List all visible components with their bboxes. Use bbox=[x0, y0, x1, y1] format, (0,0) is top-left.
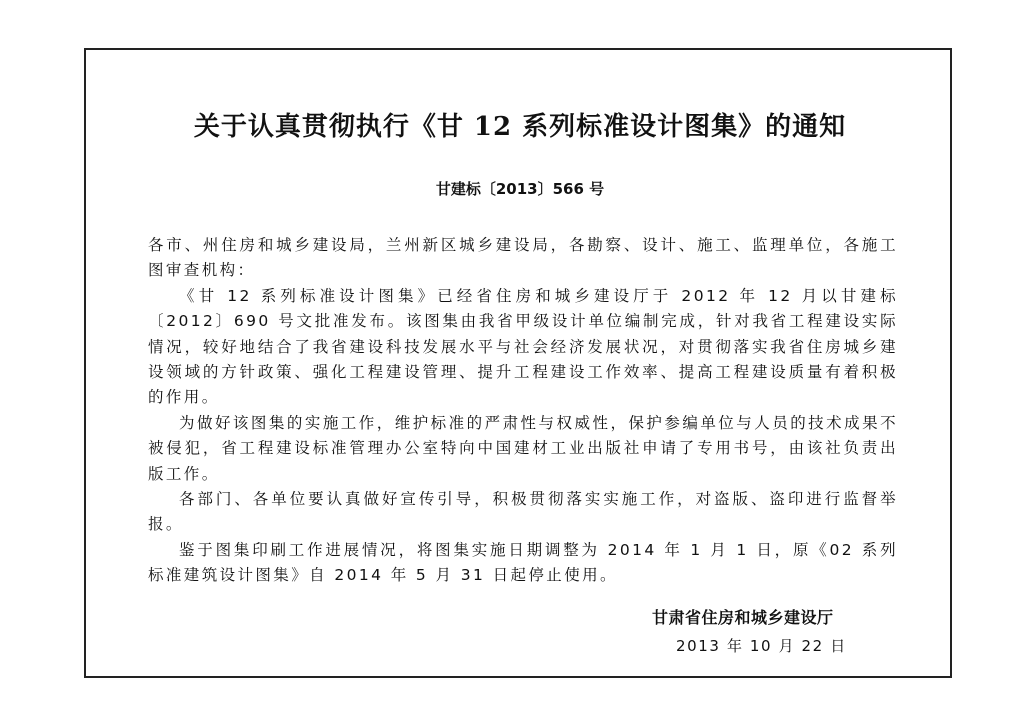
salutation: 各市、州住房和城乡建设局，兰州新区城乡建设局，各勘察、设计、施工、监理单位，各施工图审查机构： bbox=[148, 236, 898, 280]
document-number: 甘建标〔2013〕566 号 bbox=[435, 180, 605, 198]
paragraph: 各部门、各单位要认真做好宣传引导，积极贯彻落实实施工作，对盗版、盗印进行监督举报。 bbox=[148, 490, 898, 534]
document-title: 关于认真贯彻执行《甘 12 系列标准设计图集》的通知 bbox=[193, 112, 847, 142]
issuer-name: 甘肃省住房和城乡建设厅 bbox=[652, 608, 834, 627]
paragraph: 《甘 12 系列标准设计图集》已经省住房和城乡建设厅于 2012 年 12 月以甘建标〔2012〕690 号文批准发布。该图集由我省甲级设计单位编制完成，针对我省工程建设实际情况，较好地结合了我省建设科技发展水平与社会经济发展状况，对贯彻落实我省住房城乡建设领域的方针政策、强化工程建设管理、提升工程建设工作效率、提高工程建设质量有着积极的作用。 bbox=[148, 286, 898, 407]
paragraph: 鉴于图集印刷工作进展情况，将图集实施日期调整为 2014 年 1 月 1 日，原《02 系列标准建筑设计图集》自 2014 年 5 月 31 日起停止使用。 bbox=[148, 540, 898, 585]
document-frame bbox=[84, 48, 952, 678]
document-body bbox=[148, 233, 898, 589]
issue-date: 2013 年 10 月 22 日 bbox=[676, 637, 847, 655]
paragraph: 为做好该图集的实施工作，维护标准的严肃性与权威性，保护参编单位与人员的技术成果不被侵犯，省工程建设标准管理办公室特向中国建材工业出版社申请了专用书号，由该社负责出版工作。 bbox=[148, 413, 898, 483]
